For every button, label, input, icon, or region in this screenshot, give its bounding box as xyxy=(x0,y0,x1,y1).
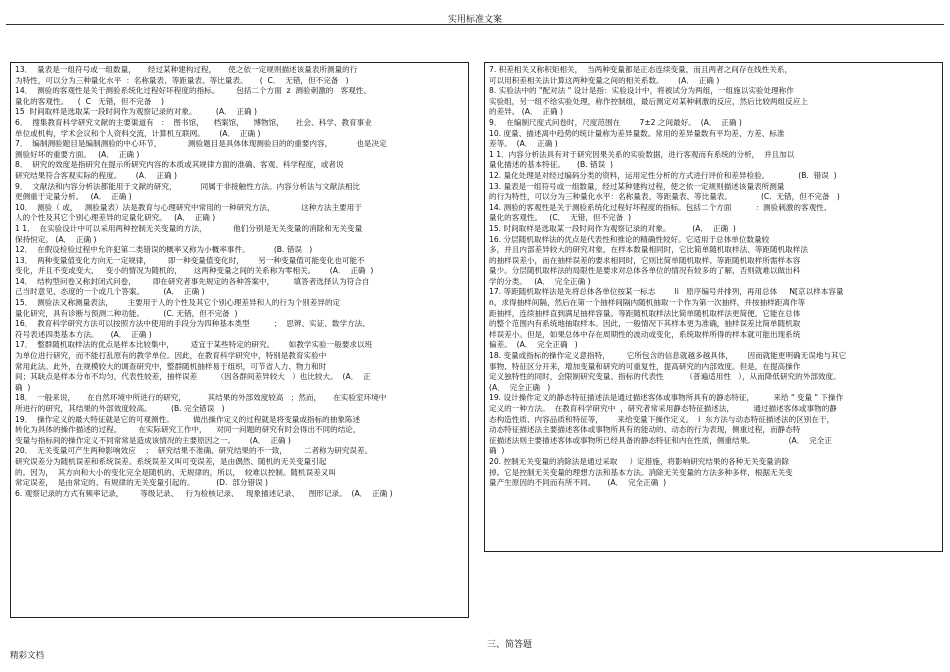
text-line: 15. 时间取样是选取某一段时间作为观察记录的对象。 (A． 正确 ) xyxy=(489,223,736,233)
text-line: 12. 量化处理是对经过编码分类的资料，运用定性分析的方式进行评价和差异检验。 (B. 错误 ) xyxy=(489,170,837,180)
text-line: 多，并且内部差异较大的研究对象，在样本数量相同时，它比简单随机取样法、等距随机取样法 xyxy=(489,245,808,255)
text-line: 符号表述四类基本方法。 (A． 正确 ) xyxy=(15,329,152,339)
text-line: 1 1． 在实验设计中可以采用两种控制无关变量的方法， 他们分别是无关变量的消除和无关变量 xyxy=(15,223,363,233)
text-line: 8. 实验法中的 "配对法 " 设计是指：实验设计中，将被试分为两组，一组施以实验处理称作 xyxy=(489,86,794,96)
text-line: 单位或机构，学术会议和个人资料交流，计算机互联网。 (A． 正确 ) xyxy=(15,128,261,138)
text-line: 偏差。 (A． 完全正确 ) xyxy=(489,340,578,350)
text-line: 间；其缺点是样本分布不均匀，代表性较差，抽样误差 （因各群间差异较大 ）也比较大。 (A． 正 xyxy=(15,372,371,382)
text-line: 7． 编制测验题目是编制测验的中心环节， 测验题目是具体体现测验目的的重要内容， 也是决定 xyxy=(15,139,387,149)
text-line: 10． 测验（ 或， 测验量表）法是教育与心理研究中常用的一种研究方法， 这种方法主要用于 xyxy=(15,202,362,212)
text-line: 的抽样误差小，而在抽样误差的要求相同时，它则比简单随机取样、等距随机取样所需样本容 xyxy=(489,255,801,265)
text-line: 13． 两种变量值变化方向无一定规律， 即一种变量值变化时， 另一种变量值可能变化也可能不 xyxy=(15,255,365,265)
text-line: 量化的客观性。 (C． 无错，但不完备 ) xyxy=(489,213,632,223)
text-line: 的行为特性，可以分为三种量化水平：名称量表、等距量表、等比量表。 (C. 无错，但不完备 ) xyxy=(489,192,840,202)
text-line: 样误差小。但是，如果总体中存在周期性的波动或变化，系统取样所得的样本就可能出现系统 xyxy=(489,329,801,339)
text-line: 研究结果符合客观实际的程度。 (A． 正确 ) xyxy=(15,170,177,180)
text-line: 17． 整群随机取样法的优点是样本比较集中， 适宜于某些特定的研究。 如教学实验一般要求以班 xyxy=(15,340,373,350)
text-line: 可以用积差相关法计算这两种变量之间的相关系数。 (A． 正确 ) xyxy=(489,75,720,85)
text-line: (A． 完全正确 ) xyxy=(489,382,551,392)
text-line: 14. 测验的客观性是关于测验系统化过程好坏程度的指标。包括二个方面 ：测验刺激的客观性、 xyxy=(489,202,832,212)
text-line: 保持恒定。 (A． 正确 ) xyxy=(15,234,97,244)
text-line: 转化为具体的操作描述的过程。 在实际研究工作中， 对同一问题的研究有时会得出不同的结论， xyxy=(15,425,361,435)
text-line: 量产生原因的不同而有所不同。 (A． 完全正确 ) xyxy=(489,478,667,488)
text-line: 13. 量表是一组符号或一组数量，经过某种建构过程，使之依一定规则描述该量表所测量 xyxy=(489,181,785,191)
text-line: 变化，并且不变或变大、 变小的情况为随机的， 这两种变量之间的关系称为零相关。 (A． 正确 ) xyxy=(15,266,374,276)
text-line: 定义的一种方法。 在教育科学研究中 ，研究者常采用静态特征描述法， 通过描述客体或事物的静 xyxy=(489,404,837,413)
text-line: 测验好坏的重要方面。 (A． 正确 ) xyxy=(15,149,140,159)
text-line: 态构造性质、内容品质和特征等， 来给变量下操作定义。 i 东方法与动态特征描述法的区别在于， xyxy=(489,414,835,424)
text-line: 1 1．内容分析法具有对于研究因果关系的实验数据，进行客观而有系统的分析， 并且加以 xyxy=(489,149,795,159)
text-line: 动态特征描述法主要描述客体或事物所具有的能动的、动态的行为表现，侧重过程，而静态特 xyxy=(489,425,801,435)
text-line: 8． 研究的效度是指研究在提示所研究内容的本质或其规律方面的准确、客观、科学程度，或者说 xyxy=(15,160,344,170)
text-line: 差等。 (A． 正确 ) xyxy=(489,139,558,149)
text-line: 19． 操作定义的最大特征就是它的可观测性。 做出操作定义的过程就是将变量或指标的抽象陈述 xyxy=(15,414,361,424)
text-line: 研究误差分为随机误差和系统误差。系统误差又叫可变误差，是由偶然、随机的无关变量引起 xyxy=(15,456,327,466)
text-line: 19. 设计操作定义的静态特征描述法是通过描述客体或事物所具有的静态特征， 来给 " 变量 " 下操作 xyxy=(489,393,844,403)
text-line: 的。因为， 其方向和大小的变化完全是随机的、无规律的，所以， 较难以控制。随机误差又叫 xyxy=(15,467,336,477)
text-line: 确 ) xyxy=(489,446,505,456)
text-line: 15． 测验法又称测量表法， 主要用于人的个性及其它个别心理差异和人的行为个别差异的定 xyxy=(15,298,341,308)
right-column-box xyxy=(484,62,943,552)
text-line: n，求得抽样间隔，然后在第一个抽样间隔内随机抽取一个作为第一次抽样，并按抽样距离作等 xyxy=(489,298,806,308)
section-title: 三、简答题 xyxy=(487,640,533,650)
text-line: 实验组，另一组不给实验处理，称作控制组，最后测定对某种刺激的反应，然后比较两组反应上 xyxy=(489,96,808,106)
text-line: 12． 在假设检验过程中允许犯第二类错误的概率又称为小概率事件。 (B. 错误 ) xyxy=(15,245,313,255)
text-line: 7. 积差相关又称积矩相关， 当两种变量都是正态连续变量，而且两者之间存在线性关系， xyxy=(489,65,793,74)
header-rule xyxy=(6,24,944,25)
text-line: 16. 分层随机取样法的优点是代表性和推论的精确性较好。它适用于总体单位数量较 xyxy=(489,234,770,244)
text-line: 量化研究，具有诊断与预测二种功能。 (C. 无错，但不完备 ) xyxy=(15,308,238,318)
text-line: 16． 教育科学研究方法可以按照方法中使用的手段分为四种基本类型 ； 思辨、实证、数学方法、 xyxy=(15,319,370,329)
text-line: 变量与指标间的操作定义不同常常是造成该情况的主要原因之一。 (A． 正确 ) xyxy=(15,435,291,445)
text-line: 常定误差， 是由常定的、有规律的无关变量引起的。 (D. 部分错误 ) xyxy=(15,478,269,488)
text-line: 更侧重于定量分析。 (A． 正确 ) xyxy=(15,192,132,202)
text-line: 18． 一般来说， 在自然环境中所进行的研究， 其结果的外部效度较高 ；然而， 在实验室环境中 xyxy=(15,393,387,403)
page-footer: 精彩文档 xyxy=(10,651,45,661)
text-line: 17. 等距随机取样法是先将总体各单位按某一标志 li 原序编号并排列，再用总体 N[京以样本容量 xyxy=(489,287,844,297)
text-line: 20. 控制无关变量的消除法是通过采取 ）定措施，将影响研究结果的各种无关变量消除 xyxy=(489,456,789,466)
text-line: 定义独特性的同时，会限制研究变量、指标的代表性 （普遍适用性 ），从而降低研究的外部效度。 xyxy=(489,372,841,382)
text-line: 6. 观察记录的方式有频率记录， 等级记录、 行为检核记录、 现象描述记录、 图形记录。 (A． 正确 ) xyxy=(15,488,393,498)
text-line: 9． 文献法和内容分析法都能用于文献的研究， 同属于非接触性方法。内容分析法与文献法相比 xyxy=(15,181,361,191)
text-line: 9． 在编制尺度式问卷时，尺度范围在 7±2 之间最好。 (A． 正确 ) xyxy=(489,117,742,127)
text-line: 为特性，可以分为三种量化水平 ：名称量表、等距量表、等比量表。 ( C． 无错，但不完备 ) xyxy=(15,75,349,85)
text-line: 6． 搜集教育科学研究文献的主要渠道有 ： 图书馆， 档案馆， 博物馆， 社会、科学、教育事业 xyxy=(15,117,372,127)
page-header: 实用标准文案 xyxy=(447,15,502,25)
text-line: 量化的客观性。 ( C 无错，但不完备 ) xyxy=(15,96,164,106)
text-line: 所进行的研究，其结果的外部效度较高。 (B. 完全错误 ) xyxy=(15,404,225,413)
text-line: 确 ) xyxy=(15,382,31,392)
text-line: 15 时间取样是选取某一段时间作为观察记录的对象。 (A． 正确 ) xyxy=(15,107,258,117)
text-line: 人的个性及其它个别心理差异的定量化研究。 (A． 正确 ) xyxy=(15,213,216,223)
text-line: 事物、特征区分开来，增加变量和研究的可重复性，提高研究的内部效度。但是，在提高操作 xyxy=(489,361,801,371)
text-line: 常用此法。此外，在规模较大的调查研究中，整群随机抽样易于组织，可节省人力、物力和时 xyxy=(15,361,327,371)
text-line: 己当时意见、态度的一个或几个答案。 (A． 正确 ) xyxy=(15,287,205,297)
text-line: 距抽样，连续抽样直到满足抽样容量。等距随机取样法比简单随机取样法更简便，它能在总体 xyxy=(489,308,801,318)
text-line: 18. 变量或指标的操作定义意指特， 它所包含的信息就越多越具体， 因而就能更明确无误地与其它 xyxy=(489,351,847,361)
text-line: 20． 无关变量可产生两种影响效应 ； 研究结果不准确、研究结果的不一致， 二者称为研究误差。 xyxy=(15,446,373,456)
text-line: 掉。它是控制无关变量的理想方法和基本方法。消除无关变量的方法多种多样，根据无关变 xyxy=(489,467,793,477)
text-line: 量化描述的基本特征。 (B. 错误 ) xyxy=(489,160,613,170)
text-line: 量少。分层随机取样法的局限性是要求对总体各单位的情况有较多的了解，否则就难以做出科 xyxy=(489,266,801,276)
text-line: 为单位进行研究，而不能打乱原有的教学单位。因此，在教育科学研究中，特别是教育实验中 xyxy=(15,351,327,361)
text-line: 14． 结构型问卷又称封闭式问卷， 即在研究者事先规定的各种答案中， 填答者选择认为符合自 xyxy=(15,276,370,286)
text-line: 征描述法则主要描述客体或事物所已经具备的静态特征和内在性质，侧重结果。 (A． 完全正 xyxy=(489,435,832,445)
text-line: 14． 测验的客观性是关于测验系统化过程好坏程度的指标。 包括二个方面 z 测验刺激的 客观性、 xyxy=(15,86,372,96)
text-line: 学的分类。 (A． 完全正确 ) xyxy=(489,276,591,286)
text-line: 13． 量表是一组符号或一组数量， 经过某种建构过程， 使之依一定规则描述该量表所测量的行 xyxy=(15,65,358,74)
text-line: 的整个范围内有系统地抽取样本。因此，一般情况下其样本更为准确，抽样误差比简单随机取 xyxy=(489,319,801,329)
text-line: 的差异。 (A． 正确 ) xyxy=(489,107,563,117)
left-column-box xyxy=(10,62,469,618)
text-line: 10. 度量、描述离中趋势的统计量称为差异量数。常用的差异量数有平均差、方差、标准 xyxy=(489,128,785,138)
